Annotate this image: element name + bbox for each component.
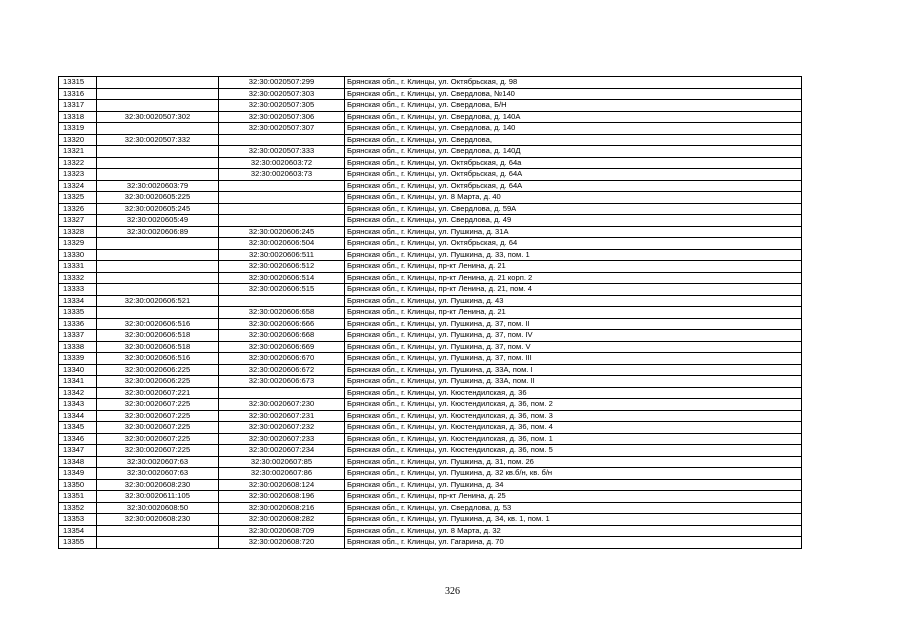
table-row [59, 376, 802, 388]
address-cell: Брянская обл., г. Клинцы, ул. Свердлова, Б/Н [345, 100, 802, 112]
parent-cadastral-number-cell: 32:30:0020607:63 [97, 456, 219, 468]
parent-cadastral-number-cell [97, 100, 219, 112]
parent-cadastral-number-cell: 32:30:0020606:518 [97, 330, 219, 342]
row-number-cell: 13347 [59, 445, 97, 457]
cadastral-number-cell: 32:30:0020608:709 [219, 525, 345, 537]
cadastral-number-cell: 32:30:0020607:230 [219, 399, 345, 411]
cadastral-number-cell: 32:30:0020507:299 [219, 77, 345, 89]
table-row [59, 514, 802, 526]
address-cell: Брянская обл., г. Клинцы, ул. Свердлова, №140 [345, 88, 802, 100]
address-cell: Брянская обл., г. Клинцы, ул. Пушкина, д. 33А, пом. I [345, 364, 802, 376]
table-row [59, 284, 802, 296]
address-cell: Брянская обл., г. Клинцы, ул. Пушкина, д. 34, кв. 1, пом. 1 [345, 514, 802, 526]
cadastral-number-cell: 32:30:0020608:124 [219, 479, 345, 491]
cadastral-number-cell: 32:30:0020608:282 [219, 514, 345, 526]
table-row [59, 387, 802, 399]
cadastral-number-cell: 32:30:0020607:231 [219, 410, 345, 422]
address-cell: Брянская обл., г. Клинцы, пр-кт Ленина, д. 21 [345, 307, 802, 319]
cadastral-number-cell: 32:30:0020603:72 [219, 157, 345, 169]
table-row [59, 456, 802, 468]
cadastral-number-cell: 32:30:0020603:73 [219, 169, 345, 181]
table-row [59, 77, 802, 89]
table-row [59, 180, 802, 192]
cadastral-number-cell: 32:30:0020606:673 [219, 376, 345, 388]
parent-cadastral-number-cell [97, 537, 219, 549]
address-cell: Брянская обл., г. Клинцы, пр-кт Ленина, д. 21 [345, 261, 802, 273]
table-row [59, 410, 802, 422]
table-row [59, 146, 802, 158]
cadastral-number-cell: 32:30:0020607:86 [219, 468, 345, 480]
cadastral-number-cell [219, 180, 345, 192]
parent-cadastral-number-cell: 32:30:0020607:225 [97, 433, 219, 445]
row-number-cell: 13332 [59, 272, 97, 284]
table-row [59, 479, 802, 491]
table-row [59, 169, 802, 181]
table-row [59, 295, 802, 307]
parent-cadastral-number-cell [97, 238, 219, 250]
row-number-cell: 13340 [59, 364, 97, 376]
address-cell: Брянская обл., г. Клинцы, ул. Кюстендилская, д. 36, пом. 1 [345, 433, 802, 445]
parent-cadastral-number-cell: 32:30:0020606:225 [97, 364, 219, 376]
parent-cadastral-number-cell: 32:30:0020605:49 [97, 215, 219, 227]
parent-cadastral-number-cell: 32:30:0020607:225 [97, 445, 219, 457]
row-number-cell: 13325 [59, 192, 97, 204]
cadastral-number-cell: 32:30:0020507:303 [219, 88, 345, 100]
address-cell: Брянская обл., г. Клинцы, ул. Пушкина, д. 37, пом. IV [345, 330, 802, 342]
cadastral-number-cell: 32:30:0020606:669 [219, 341, 345, 353]
table-row [59, 123, 802, 135]
cadastral-number-cell: 32:30:0020606:670 [219, 353, 345, 365]
parent-cadastral-number-cell [97, 169, 219, 181]
row-number-cell: 13341 [59, 376, 97, 388]
parent-cadastral-number-cell [97, 77, 219, 89]
parent-cadastral-number-cell [97, 157, 219, 169]
address-cell: Брянская обл., г. Клинцы, ул. Свердлова, д. 59А [345, 203, 802, 215]
row-number-cell: 13339 [59, 353, 97, 365]
cadastral-number-cell: 32:30:0020507:333 [219, 146, 345, 158]
address-cell: Брянская обл., г. Клинцы, ул. Пушкина, д. 34 [345, 479, 802, 491]
cadastral-number-cell: 32:30:0020607:233 [219, 433, 345, 445]
parent-cadastral-number-cell [97, 272, 219, 284]
row-number-cell: 13321 [59, 146, 97, 158]
row-number-cell: 13342 [59, 387, 97, 399]
address-cell: Брянская обл., г. Клинцы, ул. Пушкина, д. 32 кв.б/н, кв. б/н [345, 468, 802, 480]
cadastral-number-cell [219, 215, 345, 227]
row-number-cell: 13323 [59, 169, 97, 181]
row-number-cell: 13343 [59, 399, 97, 411]
row-number-cell: 13354 [59, 525, 97, 537]
row-number-cell: 13352 [59, 502, 97, 514]
cadastral-number-cell [219, 203, 345, 215]
cadastral-number-cell: 32:30:0020606:658 [219, 307, 345, 319]
cadastral-number-cell: 32:30:0020507:307 [219, 123, 345, 135]
table-row [59, 468, 802, 480]
address-cell: Брянская обл., г. Клинцы, ул. Октябрьская, д. 64А [345, 180, 802, 192]
table-row [59, 226, 802, 238]
address-cell: Брянская обл., г. Клинцы, ул. Октябрьская, д. 64а [345, 157, 802, 169]
cadastral-number-cell: 32:30:0020608:216 [219, 502, 345, 514]
parent-cadastral-number-cell: 32:30:0020607:63 [97, 468, 219, 480]
row-number-cell: 13353 [59, 514, 97, 526]
row-number-cell: 13327 [59, 215, 97, 227]
cadastral-number-cell: 32:30:0020606:666 [219, 318, 345, 330]
cadastral-number-cell: 32:30:0020606:504 [219, 238, 345, 250]
page-number: 326 [445, 586, 460, 597]
table-row [59, 330, 802, 342]
address-cell: Брянская обл., г. Клинцы, пр-кт Ленина, д. 21, пом. 4 [345, 284, 802, 296]
row-number-cell: 13335 [59, 307, 97, 319]
address-cell: Брянская обл., г. Клинцы, ул. Октябрьская, д. 98 [345, 77, 802, 89]
address-cell: Брянская обл., г. Клинцы, пр-кт Ленина, д. 25 [345, 491, 802, 503]
row-number-cell: 13348 [59, 456, 97, 468]
row-number-cell: 13349 [59, 468, 97, 480]
address-cell: Брянская обл., г. Клинцы, ул. Кюстендилская, д. 36, пом. 4 [345, 422, 802, 434]
parent-cadastral-number-cell: 32:30:0020606:516 [97, 353, 219, 365]
row-number-cell: 13328 [59, 226, 97, 238]
table-row [59, 491, 802, 503]
cadastral-number-cell: 32:30:0020608:196 [219, 491, 345, 503]
row-number-cell: 13324 [59, 180, 97, 192]
address-cell: Брянская обл., г. Клинцы, ул. Октябрьская, д. 64А [345, 169, 802, 181]
address-cell: Брянская обл., г. Клинцы, ул. 8 Марта, д. 32 [345, 525, 802, 537]
cadastral-number-cell: 32:30:0020606:511 [219, 249, 345, 261]
row-number-cell: 13334 [59, 295, 97, 307]
parent-cadastral-number-cell: 32:30:0020605:225 [97, 192, 219, 204]
parent-cadastral-number-cell [97, 88, 219, 100]
table-row [59, 422, 802, 434]
row-number-cell: 13330 [59, 249, 97, 261]
table-row [59, 353, 802, 365]
table-row [59, 157, 802, 169]
row-number-cell: 13317 [59, 100, 97, 112]
cadastral-number-cell: 32:30:0020608:720 [219, 537, 345, 549]
table-row [59, 399, 802, 411]
table-row [59, 537, 802, 549]
table-row [59, 364, 802, 376]
parent-cadastral-number-cell: 32:30:0020603:79 [97, 180, 219, 192]
address-cell: Брянская обл., г. Клинцы, ул. Свердлова, д. 140Д [345, 146, 802, 158]
cadastral-number-cell: 32:30:0020606:245 [219, 226, 345, 238]
cadastral-number-cell: 32:30:0020607:232 [219, 422, 345, 434]
parent-cadastral-number-cell: 32:30:0020606:225 [97, 376, 219, 388]
row-number-cell: 13333 [59, 284, 97, 296]
row-number-cell: 13355 [59, 537, 97, 549]
parent-cadastral-number-cell: 32:30:0020606:518 [97, 341, 219, 353]
cadastral-number-cell [219, 134, 345, 146]
parent-cadastral-number-cell [97, 525, 219, 537]
table-row [59, 111, 802, 123]
table-row [59, 192, 802, 204]
parent-cadastral-number-cell: 32:30:0020606:521 [97, 295, 219, 307]
parent-cadastral-number-cell [97, 284, 219, 296]
cadastral-number-cell: 32:30:0020607:85 [219, 456, 345, 468]
row-number-cell: 13345 [59, 422, 97, 434]
row-number-cell: 13319 [59, 123, 97, 135]
address-cell: Брянская обл., г. Клинцы, ул. Кюстендилская, д. 36 [345, 387, 802, 399]
cadastral-number-cell: 32:30:0020606:515 [219, 284, 345, 296]
table-row [59, 502, 802, 514]
parent-cadastral-number-cell: 32:30:0020605:245 [97, 203, 219, 215]
row-number-cell: 13315 [59, 77, 97, 89]
row-number-cell: 13326 [59, 203, 97, 215]
parent-cadastral-number-cell: 32:30:0020607:225 [97, 410, 219, 422]
cadastral-number-cell [219, 387, 345, 399]
table-row [59, 100, 802, 112]
table-row [59, 215, 802, 227]
registry-table [58, 76, 802, 549]
table-row [59, 88, 802, 100]
address-cell: Брянская обл., г. Клинцы, ул. Пушкина, д. 43 [345, 295, 802, 307]
parent-cadastral-number-cell: 32:30:0020608:50 [97, 502, 219, 514]
cadastral-number-cell: 32:30:0020606:512 [219, 261, 345, 273]
table-row [59, 203, 802, 215]
parent-cadastral-number-cell [97, 146, 219, 158]
parent-cadastral-number-cell [97, 123, 219, 135]
registry-table-body [59, 77, 802, 549]
row-number-cell: 13329 [59, 238, 97, 250]
parent-cadastral-number-cell: 32:30:0020606:89 [97, 226, 219, 238]
address-cell: Брянская обл., г. Клинцы, пр-кт Ленина, д. 21 корп. 2 [345, 272, 802, 284]
table-row [59, 318, 802, 330]
table-row [59, 134, 802, 146]
address-cell: Брянская обл., г. Клинцы, ул. Октябрьская, д. 64 [345, 238, 802, 250]
row-number-cell: 13350 [59, 479, 97, 491]
address-cell: Брянская обл., г. Клинцы, ул. 8 Марта, д. 40 [345, 192, 802, 204]
parent-cadastral-number-cell: 32:30:0020507:302 [97, 111, 219, 123]
address-cell: Брянская обл., г. Клинцы, ул. Пушкина, д. 33, пом. 1 [345, 249, 802, 261]
address-cell: Брянская обл., г. Клинцы, ул. Пушкина, д. 31, пом. 26 [345, 456, 802, 468]
parent-cadastral-number-cell [97, 307, 219, 319]
parent-cadastral-number-cell: 32:30:0020607:225 [97, 399, 219, 411]
address-cell: Брянская обл., г. Клинцы, ул. Кюстендилская, д. 36, пом. 5 [345, 445, 802, 457]
table-row [59, 249, 802, 261]
address-cell: Брянская обл., г. Клинцы, ул. Свердлова, д. 53 [345, 502, 802, 514]
parent-cadastral-number-cell [97, 261, 219, 273]
cadastral-number-cell: 32:30:0020606:672 [219, 364, 345, 376]
parent-cadastral-number-cell: 32:30:0020607:221 [97, 387, 219, 399]
address-cell: Брянская обл., г. Клинцы, ул. Кюстендилская, д. 36, пом. 2 [345, 399, 802, 411]
address-cell: Брянская обл., г. Клинцы, ул. Свердлова, д. 140А [345, 111, 802, 123]
parent-cadastral-number-cell: 32:30:0020607:225 [97, 422, 219, 434]
address-cell: Брянская обл., г. Клинцы, ул. Пушкина, д. 37, пом. V [345, 341, 802, 353]
address-cell: Брянская обл., г. Клинцы, ул. Пушкина, д. 37, пом. III [345, 353, 802, 365]
table-row [59, 272, 802, 284]
address-cell: Брянская обл., г. Клинцы, ул. Кюстендилская, д. 36, пом. 3 [345, 410, 802, 422]
row-number-cell: 13331 [59, 261, 97, 273]
cadastral-number-cell: 32:30:0020507:306 [219, 111, 345, 123]
parent-cadastral-number-cell: 32:30:0020507:332 [97, 134, 219, 146]
parent-cadastral-number-cell: 32:30:0020611:105 [97, 491, 219, 503]
cadastral-number-cell: 32:30:0020507:305 [219, 100, 345, 112]
row-number-cell: 13318 [59, 111, 97, 123]
address-cell: Брянская обл., г. Клинцы, ул. Свердлова, д. 140 [345, 123, 802, 135]
address-cell: Брянская обл., г. Клинцы, ул. Гагарина, д. 70 [345, 537, 802, 549]
parent-cadastral-number-cell [97, 249, 219, 261]
parent-cadastral-number-cell: 32:30:0020608:230 [97, 514, 219, 526]
table-row [59, 433, 802, 445]
cadastral-number-cell [219, 295, 345, 307]
row-number-cell: 13338 [59, 341, 97, 353]
cadastral-number-cell [219, 192, 345, 204]
address-cell: Брянская обл., г. Клинцы, ул. Пушкина, д. 33А, пом. II [345, 376, 802, 388]
parent-cadastral-number-cell: 32:30:0020606:516 [97, 318, 219, 330]
address-cell: Брянская обл., г. Клинцы, ул. Свердлова, д. 49 [345, 215, 802, 227]
parent-cadastral-number-cell: 32:30:0020608:230 [97, 479, 219, 491]
table-row [59, 261, 802, 273]
table-row [59, 525, 802, 537]
table-row [59, 445, 802, 457]
table-row [59, 341, 802, 353]
row-number-cell: 13316 [59, 88, 97, 100]
address-cell: Брянская обл., г. Клинцы, ул. Свердлова, [345, 134, 802, 146]
row-number-cell: 13351 [59, 491, 97, 503]
address-cell: Брянская обл., г. Клинцы, ул. Пушкина, д. 31А [345, 226, 802, 238]
cadastral-number-cell: 32:30:0020606:514 [219, 272, 345, 284]
table-row [59, 307, 802, 319]
row-number-cell: 13346 [59, 433, 97, 445]
address-cell: Брянская обл., г. Клинцы, ул. Пушкина, д. 37, пом. II [345, 318, 802, 330]
row-number-cell: 13320 [59, 134, 97, 146]
row-number-cell: 13337 [59, 330, 97, 342]
cadastral-number-cell: 32:30:0020607:234 [219, 445, 345, 457]
row-number-cell: 13322 [59, 157, 97, 169]
row-number-cell: 13344 [59, 410, 97, 422]
cadastral-number-cell: 32:30:0020606:668 [219, 330, 345, 342]
table-row [59, 238, 802, 250]
row-number-cell: 13336 [59, 318, 97, 330]
